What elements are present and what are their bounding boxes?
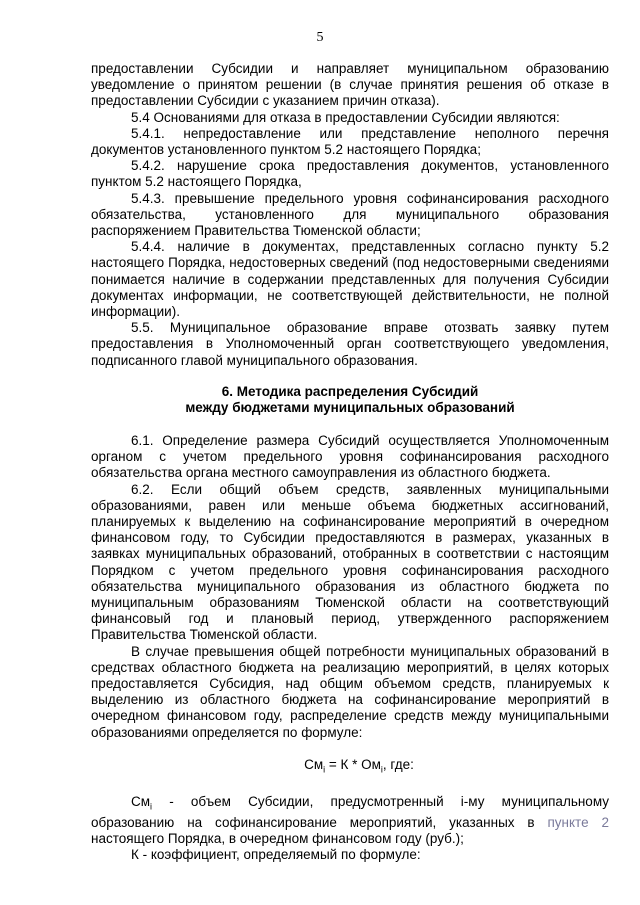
paragraph: В случае превышения общей потребности муниципальных образований в средствах областного бюджета на реализацию мероприятий, в целях которых предоставляется Субсидия, над общим объемом средств, планируемых к выделению из областного бюджета на софинансирование мероприятий в очередном финансовом году, распределение средств между муниципальными образованиями определяется по формуле: — [91, 643, 609, 740]
section-heading-line-2: между бюджетами муниципальных образований — [185, 400, 515, 416]
section-heading-line-1: 6. Методика распределения Субсидий — [221, 384, 479, 399]
paragraph: 5.4.3. превышение предельного уровня софинансирования расходного обязательства, установленного для муниципального образования распоряжением Правительства Тюменской области; — [91, 190, 609, 239]
section-heading — [91, 384, 609, 416]
paragraph: 5.5. Муниципальное образование вправе отозвать заявку путем предоставления в Уполномоченный орган соответствующего уведомления, подписанного главой муниципального образования. — [91, 320, 609, 368]
paragraph: 5.4.2. нарушение срока предоставления документов, установленного пунктом 5.2 настоящего Порядка, — [91, 158, 609, 190]
page-number: 5 — [316, 30, 324, 45]
paragraph: предоставлении Субсидии и направляет муниципальном образованию уведомление о принятом решении (в случае принятия решения об отказе в предоставлении Субсидии с указанием причин отказа). — [91, 61, 609, 109]
section-5-text — [91, 61, 609, 369]
paragraph: 5.4.4. наличие в документах, представленных согласно пункту 5.2 настоящего Порядка, недостоверных сведений (под недостоверными сведениями понимается наличие в содержании представленных для получения Субсидии документах информации, не соответствующей действительности, не полной информации). — [91, 239, 609, 320]
paragraph: 6.1. Определение размера Субсидий осуществляется Уполномоченным органом с учетом предельного уровня софинансирования расходного обязательства органа местного самоуправления из областного бюджета. — [91, 433, 609, 481]
paragraph: 5.4.1. непредоставление или представление неполного перечня документов установленного пунктом 5.2 настоящего Порядка; — [91, 125, 609, 158]
paragraph: 5.4 Основаниями для отказа в предоставлении Субсидии являются: — [131, 109, 560, 125]
link-punkt-2[interactable]: пункте 2 — [547, 814, 609, 830]
formula: $См_i = К * Ом_i$, где: — [304, 756, 414, 775]
paragraph: $См_i$ - объем Субсидии, предусмотренный i-му муниципальному образованию на софинансирование мероприятий, указанных в пункте 2 настоящего Порядка, в очередном финансовом году (руб.); — [91, 793, 609, 846]
paragraph: 6.2. Если общий объем средств, заявленных муниципальными образованиями, равен или меньше объема бюджетных ассигнований, планируемых к выделению на софинансирование мероприятий в очередном финансовом году, то Субсидии предоставляются в размерах, указанных в заявках муниципальных образований, отобранных в соответствии с настоящим Порядком с учетом предельного уровня софинансирования расходного обязательства муниципального образования из областного бюджета по муниципальным образованиям Тюменской области на соответствующий финансовый год и плановый период, утвержденного распоряжением Правительства Тюменской области. — [91, 481, 609, 643]
paragraph: К - коэффициент, определяемый по формуле: — [131, 847, 421, 863]
section-6-text — [91, 433, 609, 863]
